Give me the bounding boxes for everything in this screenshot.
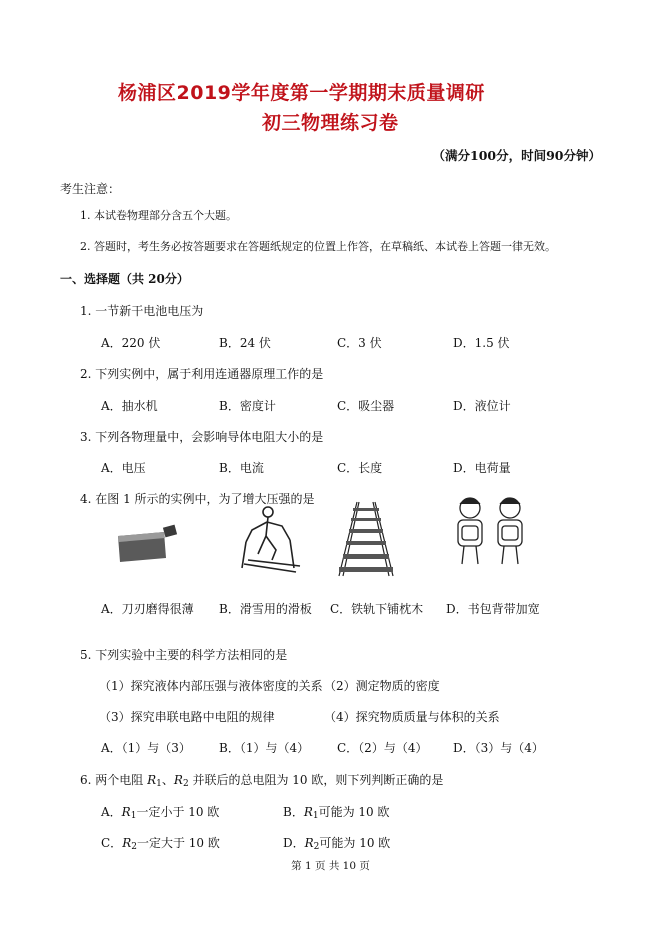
option-b (283, 803, 390, 821)
option-letter: C． (101, 836, 123, 850)
option-d: D．1.5 伏 (453, 336, 510, 350)
option-text: 可能为 10 欧 (319, 836, 391, 850)
option-letter: D． (283, 836, 305, 850)
option-c: C．3 伏 (337, 336, 382, 350)
option-c (101, 834, 220, 852)
page-number: 第 1 页 共 10 页 (291, 860, 370, 872)
option-text: 一定小于 10 欧 (136, 805, 220, 819)
option-a: A．电压 (101, 461, 146, 475)
sub-item: （1）探究液体内部压强与液体密度的关系 (99, 679, 323, 693)
subscript: 1 (312, 811, 319, 821)
option-text: 可能为 10 欧 (318, 805, 390, 819)
backpack-children-image (448, 494, 534, 566)
option-text: 一定大于 10 欧 (136, 836, 220, 850)
sub-item: （3）探究串联电路中电阻的规律 (99, 710, 275, 724)
exam-score-time: （满分100分，时间90分钟） (432, 148, 601, 163)
option-b: B．滑雪用的滑板 (219, 602, 312, 616)
question-stem (80, 771, 443, 789)
variable-r: R (173, 773, 183, 787)
option-letter: A． (101, 805, 122, 819)
option-d (283, 834, 390, 852)
notice-item: 2. 答题时，考生务必按答题要求在答题纸规定的位置上作答，在草稿纸、本试卷上答题一律无效。 (80, 240, 556, 253)
stem-text: 并联后的总电阻为 10 欧，则下列判断正确的是 (188, 773, 444, 787)
subscript: 1 (156, 779, 162, 789)
skier-image (238, 502, 304, 578)
option-d: D．书包背带加宽 (446, 602, 540, 616)
separator: 、 (161, 773, 174, 787)
cleaver-knife-image (114, 524, 178, 566)
option-c: C．吸尘器 (337, 399, 395, 413)
option-b: B．（1）与（4） (219, 741, 310, 755)
subscript: 1 (130, 811, 137, 821)
variable-r: R (121, 805, 131, 819)
option-a: A．（1）与（3） (101, 741, 191, 755)
section-heading: 一、选择题（共 20分） (60, 272, 189, 286)
notice-item: 1. 本试卷物理部分含五个大题。 (80, 209, 237, 222)
stem-text: 6. 两个电阻 (80, 773, 148, 787)
question-stem: 3. 下列各物理量中，会影响导体电阻大小的是 (80, 430, 324, 444)
option-b: B．密度计 (219, 399, 276, 413)
option-d: D．液位计 (453, 399, 511, 413)
option-c: C．（2）与（4） (337, 741, 428, 755)
sub-item: （4）探究物质质量与体积的关系 (324, 710, 500, 724)
question-stem: 5. 下列实验中主要的科学方法相同的是 (80, 648, 288, 662)
option-a: A．220 伏 (101, 336, 161, 350)
option-d: D．电荷量 (453, 461, 511, 475)
option-a (101, 803, 219, 821)
option-b: B．电流 (219, 461, 264, 475)
exam-subtitle: 初三物理练习卷 (262, 112, 399, 134)
subscript: 2 (182, 779, 189, 789)
railway-track-image (333, 500, 399, 578)
variable-r: R (304, 836, 314, 850)
option-a: A．抽水机 (101, 399, 158, 413)
option-b: B．24 伏 (219, 336, 271, 350)
notice-heading: 考生注意： (60, 182, 121, 196)
option-c: C．长度 (337, 461, 383, 475)
option-letter: B． (283, 805, 304, 819)
variable-r: R (303, 805, 313, 819)
variable-r: R (147, 773, 157, 787)
question-stem: 2. 下列实例中，属于利用连通器原理工作的是 (80, 367, 324, 381)
option-a: A．刀刃磨得很薄 (101, 602, 194, 616)
option-c: C．铁轨下铺枕木 (330, 602, 424, 616)
sub-item: （2）测定物质的密度 (324, 679, 440, 693)
question-stem: 1. 一节新干电池电压为 (80, 304, 204, 318)
exam-title: 杨浦区2019学年度第一学期期末质量调研 (118, 82, 485, 104)
subscript: 2 (313, 842, 320, 852)
subscript: 2 (131, 842, 137, 852)
variable-r: R (122, 836, 132, 850)
question-stem: 4. 在图 1 所示的实例中，为了增大压强的是 (80, 492, 315, 506)
option-d: D．（3）与（4） (453, 741, 544, 755)
